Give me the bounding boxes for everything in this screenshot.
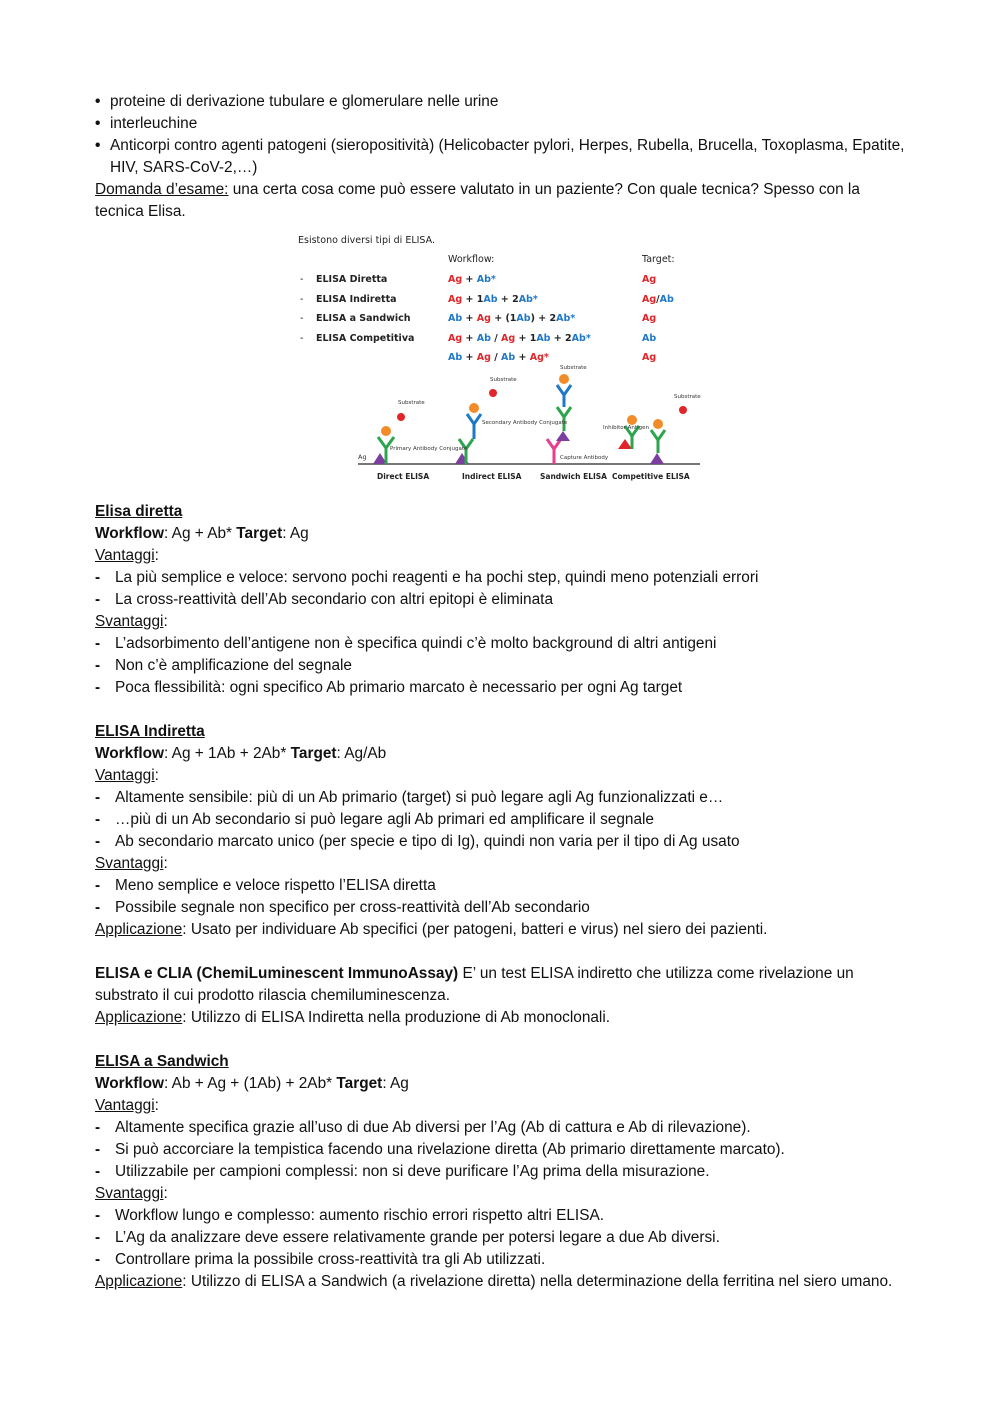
figure-row-name: ELISA a Sandwich	[316, 313, 411, 324]
bullet-item: • interleuchine	[95, 113, 910, 135]
figure-row-workflow: Ab + Ag / Ab + Ag*	[448, 352, 549, 363]
vantaggi-label: Vantaggi:	[95, 547, 159, 564]
list-item: - Workflow lungo e complesso: aumento rischio errori rispetto altri ELISA.	[95, 1207, 604, 1224]
list-item: - Meno semplice e veloce rispetto l’ELISA diretta	[95, 877, 436, 894]
figure-col-target: Target:	[642, 254, 675, 265]
diagram-label-inhibitor: Inhibitor Antigen	[603, 425, 649, 431]
figure-row-dash: -	[300, 313, 304, 324]
workflow-line: Workflow: Ab + Ag + (1Ab) + 2Ab* Target: Ag	[95, 1075, 409, 1092]
list-item: - Altamente sensibile: più di un Ab primario (target) si può legare agli Ag funzionalizzati e…	[95, 789, 724, 806]
bullet-icon: •	[95, 137, 101, 154]
list-item: - Poca flessibilità: ogni specifico Ab primario marcato è necessario per ogni Ag target	[95, 679, 683, 696]
figure-row-workflow: Ag + Ab / Ag + 1Ab + 2Ab*	[448, 332, 591, 344]
bullet-icon: •	[95, 115, 101, 132]
bullet-item: • Anticorpi contro agenti patogeni (sieropositività) (Helicobacter pylori, Herpes, Rubella, Brucella, Toxoplasma, Epatite, HIV, SARS-CoV-2,…)	[95, 135, 910, 179]
diagram-caption-direct: Direct ELISA	[377, 472, 430, 481]
applicazione-line: Applicazione: Utilizzo di ELISA Indiretta nella produzione di Ab monoclonali.	[95, 1009, 611, 1026]
figure-col-workflow: Workflow:	[448, 254, 495, 265]
diagram-label-secondary: Secondary Antibody Conjugate	[482, 420, 568, 426]
vantaggi-label: Vantaggi:	[95, 1097, 159, 1114]
list-item: - La cross-reattività dell’Ab secondario con altri epitopi è eliminata	[95, 591, 554, 608]
section-title-sandwich: ELISA a Sandwich	[95, 1053, 229, 1070]
list-item: - L’Ag da analizzare deve essere relativamente grande per potersi legare a due Ab diversi.	[95, 1229, 720, 1246]
bullet-icon: •	[95, 93, 101, 110]
diagram-label-ag: Ag	[358, 453, 367, 461]
list-item: - L’adsorbimento dell’antigene non è specifica quindi c’è molto background di altri antigeni	[95, 635, 717, 652]
figure-row-target: Ag	[642, 352, 657, 363]
diagram-label-substrate: Substrate	[398, 400, 425, 406]
document-page	[95, 91, 910, 1293]
list-item: - Possibile segnale non specifico per cross-reattività dell’Ab secondario	[95, 899, 590, 916]
bullet-item: • proteine di derivazione tubulare e glomerulare nelle urine	[95, 91, 910, 113]
workflow-line: Workflow: Ag + 1Ab + 2Ab* Target: Ag/Ab	[95, 745, 387, 762]
section-title-indiretta: ELISA Indiretta	[95, 723, 205, 740]
list-item: - Si può accorciare la tempistica facendo una rivelazione diretta (Ab primario direttamente marcato).	[95, 1141, 785, 1158]
figure-row-dash: -	[300, 274, 304, 285]
section-title-diretta: Elisa diretta	[95, 503, 183, 520]
figure-heading: Esistono diversi tipi di ELISA.	[298, 235, 435, 246]
figure-row-dash: -	[300, 293, 304, 305]
diagram-caption-competitive: Competitive ELISA	[612, 472, 690, 481]
list-item: - Ab secondario marcato unico (per specie e tipo di Ig), quindi non varia per il tipo di Ag usato	[95, 833, 740, 850]
list-item: - …più di un Ab secondario si può legare agli Ab primari ed amplificare il segnale	[95, 811, 654, 828]
diagram-label-substrate-2: Substrate	[490, 377, 517, 383]
figure-row-target: Ag/Ab	[642, 293, 674, 305]
svantaggi-label: Svantaggi:	[95, 1185, 168, 1202]
figure-row-workflow: Ag + Ab*	[448, 274, 496, 285]
exam-question: Domanda d’esame: una certa cosa come può essere valutato in un paziente? Con quale tecnica? Spesso con la tecnica Elisa.	[95, 181, 860, 220]
workflow-line: Workflow: Ag + Ab* Target: Ag	[95, 525, 309, 542]
list-item: - Non c’è amplificazione del segnale	[95, 657, 352, 674]
list-item: - Altamente specifica grazie all’uso di due Ab diversi per l’Ag (Ab di cattura e Ab di rilevazione).	[95, 1119, 751, 1136]
elisa-diagram	[298, 361, 718, 493]
figure-row-target: Ag	[642, 313, 657, 324]
figure-row-workflow: Ab + Ag + (1Ab) + 2Ab*	[448, 313, 576, 324]
diagram-label-primary: Primary Antibody Conjugate	[390, 446, 468, 452]
diagram-label-substrate-3: Substrate	[560, 365, 587, 371]
diagram-label-capture: Capture Antibody	[560, 455, 609, 461]
elisa-types-figure	[95, 231, 910, 493]
figure-row-name: ELISA Competitiva	[316, 332, 415, 344]
elisa-figure-image	[298, 231, 718, 493]
svantaggi-label: Svantaggi:	[95, 855, 168, 872]
figure-row-workflow: Ag + 1Ab + 2Ab*	[448, 293, 538, 305]
applicazione-line: Applicazione: Usato per individuare Ab specifici (per patogeni, batteri e virus) nel siero dei pazienti.	[95, 921, 768, 938]
diagram-caption-sandwich: Sandwich ELISA	[540, 472, 607, 481]
figure-row-target: Ab	[642, 332, 657, 344]
applicazione-line: Applicazione: Utilizzo di ELISA a Sandwich (a rivelazione diretta) nella determinazione della ferritina nel siero umano.	[95, 1273, 893, 1290]
list-item: - Utilizzabile per campioni complessi: non si deve purificare l’Ag prima della misurazione.	[95, 1163, 710, 1180]
vantaggi-label: Vantaggi:	[95, 767, 159, 784]
figure-row-name: ELISA Diretta	[316, 274, 388, 285]
figure-row-target: Ag	[642, 274, 657, 285]
diagram-label-substrate-4: Substrate	[674, 394, 701, 400]
diagram-caption-indirect: Indirect ELISA	[462, 472, 522, 481]
figure-row-dash: -	[300, 332, 304, 344]
list-item: - La più semplice e veloce: servono pochi reagenti e ha pochi step, quindi meno potenziali errori	[95, 569, 759, 586]
clia-paragraph: ELISA e CLIA (ChemiLuminescent ImmunoAssay) E’ un test ELISA indiretto che utilizza come rivelazione un substrato il cui prodotto rilascia chemiluminescenza.	[95, 965, 854, 1004]
svantaggi-label: Svantaggi:	[95, 613, 168, 630]
list-item: - Controllare prima la possibile cross-reattività tra gli Ab utilizzati.	[95, 1251, 546, 1268]
figure-row-name: ELISA Indiretta	[316, 293, 397, 305]
